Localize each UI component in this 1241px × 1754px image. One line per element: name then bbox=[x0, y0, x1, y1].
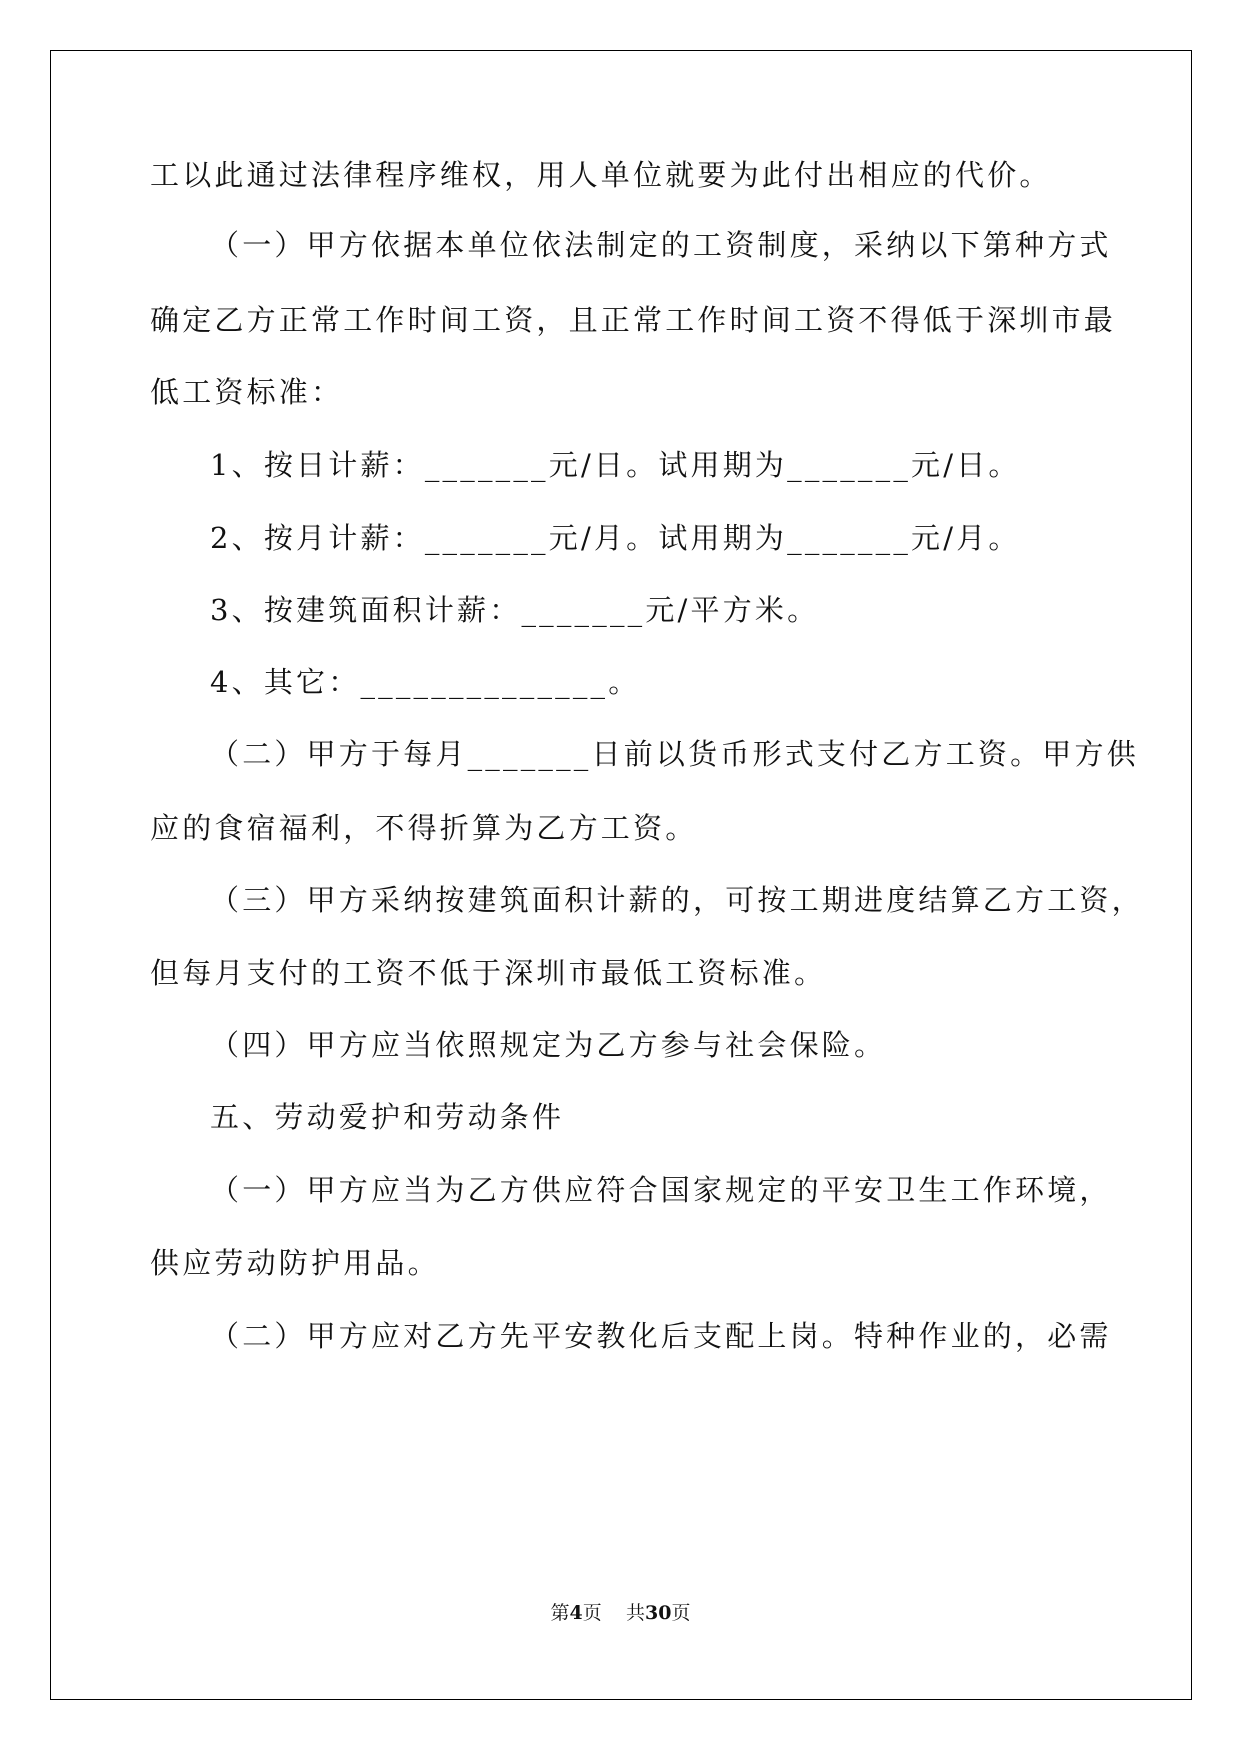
text-line: （二）甲方应对乙方先平安教化后支配上岗。特种作业的，必需 bbox=[210, 1319, 1112, 1353]
total-suffix: 页 bbox=[671, 1602, 691, 1624]
page-footer bbox=[0, 1598, 1241, 1625]
text-line: （一）甲方依据本单位依法制定的工资制度，采纳以下第种方式 bbox=[210, 228, 1112, 262]
text-line: 应的食宿福利，不得折算为乙方工资。 bbox=[150, 811, 698, 845]
total-prefix: 共 bbox=[625, 1602, 645, 1624]
text-line: 供应劳动防护用品。 bbox=[150, 1246, 440, 1280]
text-line: （三）甲方采纳按建筑面积计薪的，可按工期进度结算乙方工资， bbox=[210, 883, 1144, 917]
text-line: 但每月支付的工资不低于深圳市最低工资标准。 bbox=[150, 956, 827, 990]
text-line: 确定乙方正常工作时间工资，且正常工作时间工资不得低于深圳市最 bbox=[150, 303, 1117, 337]
page-frame bbox=[50, 50, 1192, 1700]
text-line: （二）甲方于每月_______日前以货币形式支付乙方工资。甲方供 bbox=[210, 737, 1139, 771]
text-line: （四）甲方应当依照规定为乙方参与社会保险。 bbox=[210, 1028, 887, 1062]
total-pages: 30 bbox=[644, 1602, 672, 1624]
page-number: 4 bbox=[569, 1602, 583, 1624]
text-line: 1、按日计薪：_______元/日。试用期为_______元/日。 bbox=[210, 448, 1021, 482]
page-prefix: 第 bbox=[550, 1602, 570, 1624]
page-suffix: 页 bbox=[582, 1602, 602, 1624]
text-line: 3、按建筑面积计薪：_______元/平方米。 bbox=[210, 593, 820, 627]
text-line: （一）甲方应当为乙方供应符合国家规定的平安卫生工作环境， bbox=[210, 1173, 1112, 1207]
text-line: 2、按月计薪：_______元/月。试用期为_______元/月。 bbox=[210, 521, 1021, 555]
text-line: 低工资标准： bbox=[150, 375, 344, 409]
text-line: 4、其它：______________。 bbox=[210, 665, 641, 699]
text-line: 五、劳动爱护和劳动条件 bbox=[210, 1100, 565, 1134]
text-line: 工以此通过法律程序维权，用人单位就要为此付出相应的代价。 bbox=[150, 158, 1052, 192]
